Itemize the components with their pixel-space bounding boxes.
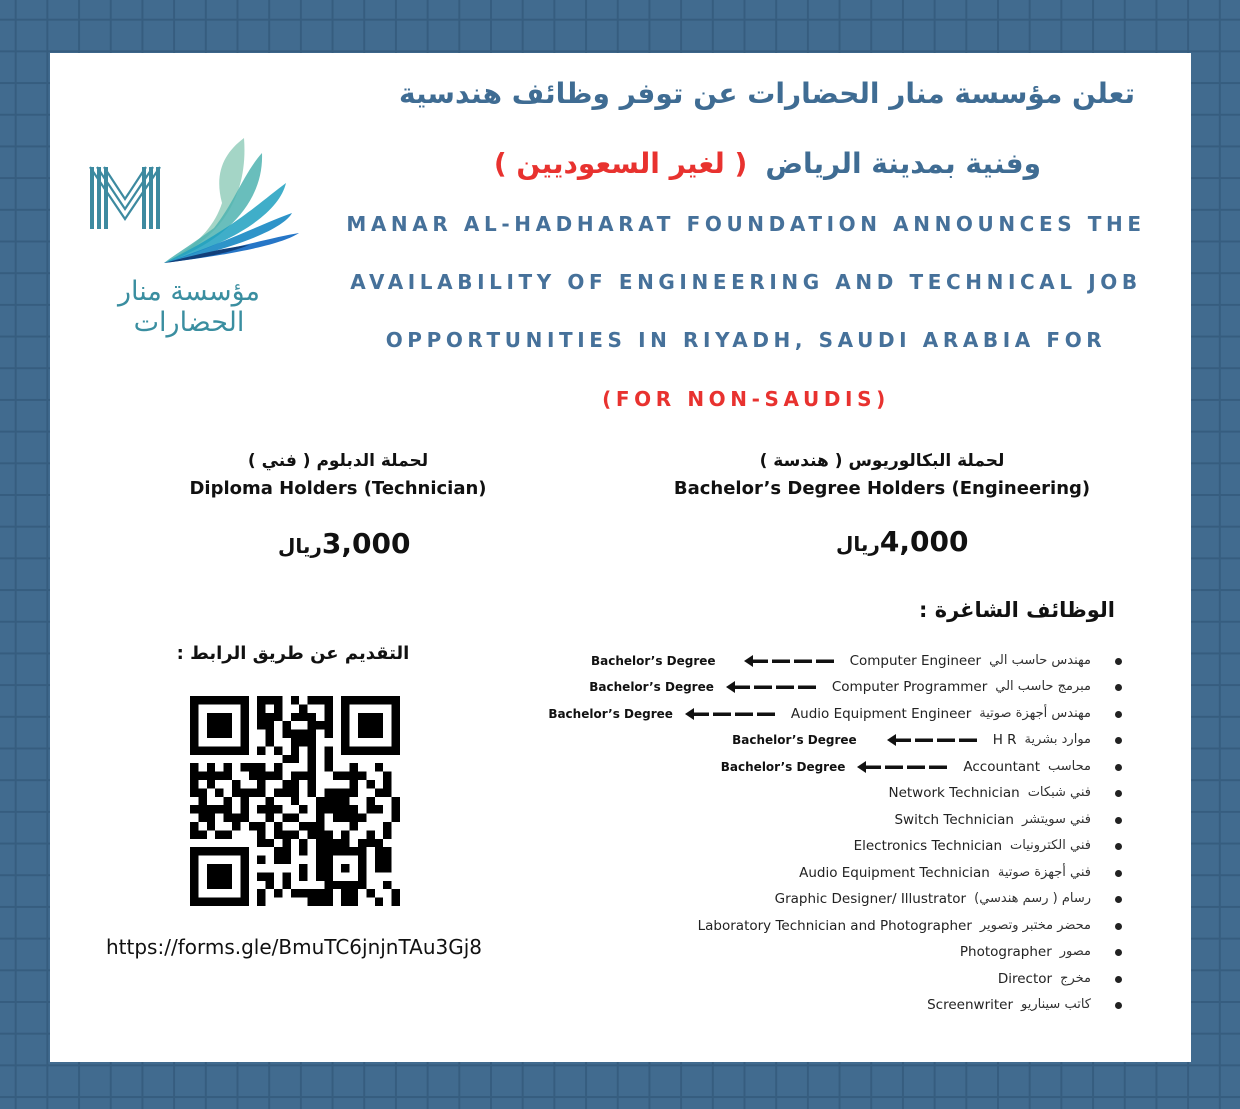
job-title-arabic: مصور — [1059, 944, 1091, 959]
job-item — [548, 701, 1122, 727]
vacancies-title: الوظائف الشاغرة : — [919, 598, 1115, 622]
bachelor-label-arabic: لحملة البكالوريوس ( هندسة ) — [759, 451, 1005, 471]
job-item — [795, 860, 1122, 886]
bullet-icon — [1115, 896, 1122, 903]
bullet-icon — [1115, 764, 1122, 771]
job-title-english: Graphic Designer/ Illustrator — [774, 891, 967, 907]
arrow-left-icon — [685, 708, 777, 720]
job-title-english: Switch Technician — [894, 812, 1014, 828]
job-requirement: Bachelor’s Degree — [548, 707, 673, 721]
diploma-label-arabic: لحملة الدبلوم ( فني ) — [247, 451, 429, 471]
diploma-salary — [270, 527, 410, 560]
diploma-label-english: Diploma Holders (Technician) — [189, 478, 487, 499]
job-title-arabic: كاتب سيناريو — [1021, 997, 1091, 1012]
job-title-arabic: فني أجهزة صوتية — [997, 865, 1091, 880]
job-title-arabic: فني الكترونيات — [1010, 838, 1091, 853]
bullet-icon — [1115, 923, 1122, 930]
bullet-icon — [1115, 843, 1122, 850]
bachelor-salary-currency: ريال — [836, 532, 880, 556]
bachelor-salary-amount: 4,000 — [879, 525, 969, 558]
diploma-salary-amount: 3,000 — [321, 527, 411, 560]
diploma-category-heading — [178, 449, 498, 505]
bullet-icon — [1115, 790, 1122, 797]
job-item — [694, 913, 1122, 939]
organization-logo — [74, 93, 304, 338]
bachelor-salary — [828, 525, 968, 558]
job-item — [923, 992, 1122, 1018]
job-title-arabic: مخرج — [1060, 971, 1091, 986]
headline-arabic-line2 — [494, 147, 1041, 180]
job-item — [591, 648, 1122, 674]
headline-arabic-city: وفنية بمدينة الرياض — [765, 147, 1041, 180]
job-title-english: Electronics Technician — [853, 838, 1003, 854]
application-form-link[interactable]: https://forms.gle/BmuTC6jnjnTAu3Gj8 — [106, 935, 482, 959]
arrow-left-icon — [857, 761, 949, 773]
diploma-salary-currency: ريال — [278, 534, 322, 558]
job-title-english: Computer Engineer — [849, 653, 982, 669]
qr-code-icon[interactable] — [190, 696, 400, 906]
job-title-english: Computer Programmer — [831, 679, 988, 695]
job-item — [732, 727, 1122, 753]
logo-name-arabic: مؤسسة منار الحضارات — [117, 276, 261, 338]
job-title-arabic: رسام ( رسم هندسي) — [974, 891, 1091, 906]
bullet-icon — [1115, 1002, 1122, 1009]
bullet-icon — [1115, 976, 1122, 983]
job-item — [890, 807, 1122, 833]
job-title-english: Accountant — [963, 759, 1041, 775]
bullet-icon — [1115, 737, 1122, 744]
headline-arabic-line1: تعلن مؤسسة منار الحضارات عن توفر وظائف هندسية — [399, 77, 1135, 110]
job-item — [721, 754, 1122, 780]
bullet-icon — [1115, 658, 1122, 665]
job-title-english: Screenwriter — [927, 997, 1014, 1013]
job-item — [956, 939, 1122, 965]
bachelor-label-english: Bachelor’s Degree Holders (Engineering) — [673, 478, 1091, 499]
job-requirement: Bachelor’s Degree — [589, 680, 714, 694]
bullet-icon — [1115, 711, 1122, 718]
job-title-arabic: محضر مختبر وتصوير — [979, 918, 1091, 933]
headline-english-non-saudis: (FOR NON-SAUDIS) — [602, 387, 890, 411]
headline-arabic-non-saudis: ( لغير السعوديين ) — [493, 147, 748, 180]
job-title-arabic: محاسب — [1048, 759, 1091, 774]
bullet-icon — [1115, 870, 1122, 877]
job-title-arabic: مهندس حاسب الي — [989, 653, 1091, 668]
arrow-left-icon — [726, 681, 818, 693]
job-title-arabic: موارد بشرية — [1024, 732, 1091, 747]
job-title-arabic: مبرمج حاسب الي — [995, 679, 1091, 694]
bullet-icon — [1115, 949, 1122, 956]
job-title-english: Audio Equipment Engineer — [790, 706, 972, 722]
job-title-english: Laboratory Technician and Photographer — [697, 918, 972, 934]
job-item — [994, 966, 1122, 992]
bachelor-category-heading — [670, 449, 1094, 505]
job-item — [589, 674, 1122, 700]
job-title-english: Director — [997, 971, 1053, 987]
job-item — [884, 780, 1122, 806]
job-title-arabic: فني سويتشر — [1021, 812, 1091, 827]
job-title-arabic: فني شبكات — [1027, 785, 1091, 800]
job-title-english: Network Technician — [888, 785, 1020, 801]
bullet-icon — [1115, 684, 1122, 691]
job-item — [771, 886, 1122, 912]
job-title-english: Photographer — [959, 944, 1052, 960]
job-requirement: Bachelor’s Degree — [732, 733, 857, 747]
job-title-english: Audio Equipment Technician — [799, 865, 990, 881]
arrow-left-icon — [887, 734, 979, 746]
bullet-icon — [1115, 817, 1122, 824]
job-title-english: H R — [992, 732, 1017, 748]
apply-title: التقديم عن طريق الرابط : — [176, 643, 410, 664]
arrow-left-icon — [744, 655, 836, 667]
headline-english-line2: AVAILABILITY OF ENGINEERING AND TECHNICAL JOB — [350, 270, 1142, 294]
job-requirement: Bachelor’s Degree — [590, 654, 716, 668]
logo-wing-icon — [74, 93, 304, 273]
job-requirement: Bachelor’s Degree — [720, 760, 846, 774]
job-item — [850, 833, 1122, 859]
job-title-arabic: مهندس أجهزة صوتية — [979, 706, 1091, 721]
headline-english-line3: OPPORTUNITIES IN RIYADH, SAUDI ARABIA FOR — [385, 328, 1107, 352]
job-announcement-card — [50, 53, 1191, 1062]
headline-english-line1: MANAR AL-HADHARAT FOUNDATION ANNOUNCES THE — [346, 212, 1146, 236]
